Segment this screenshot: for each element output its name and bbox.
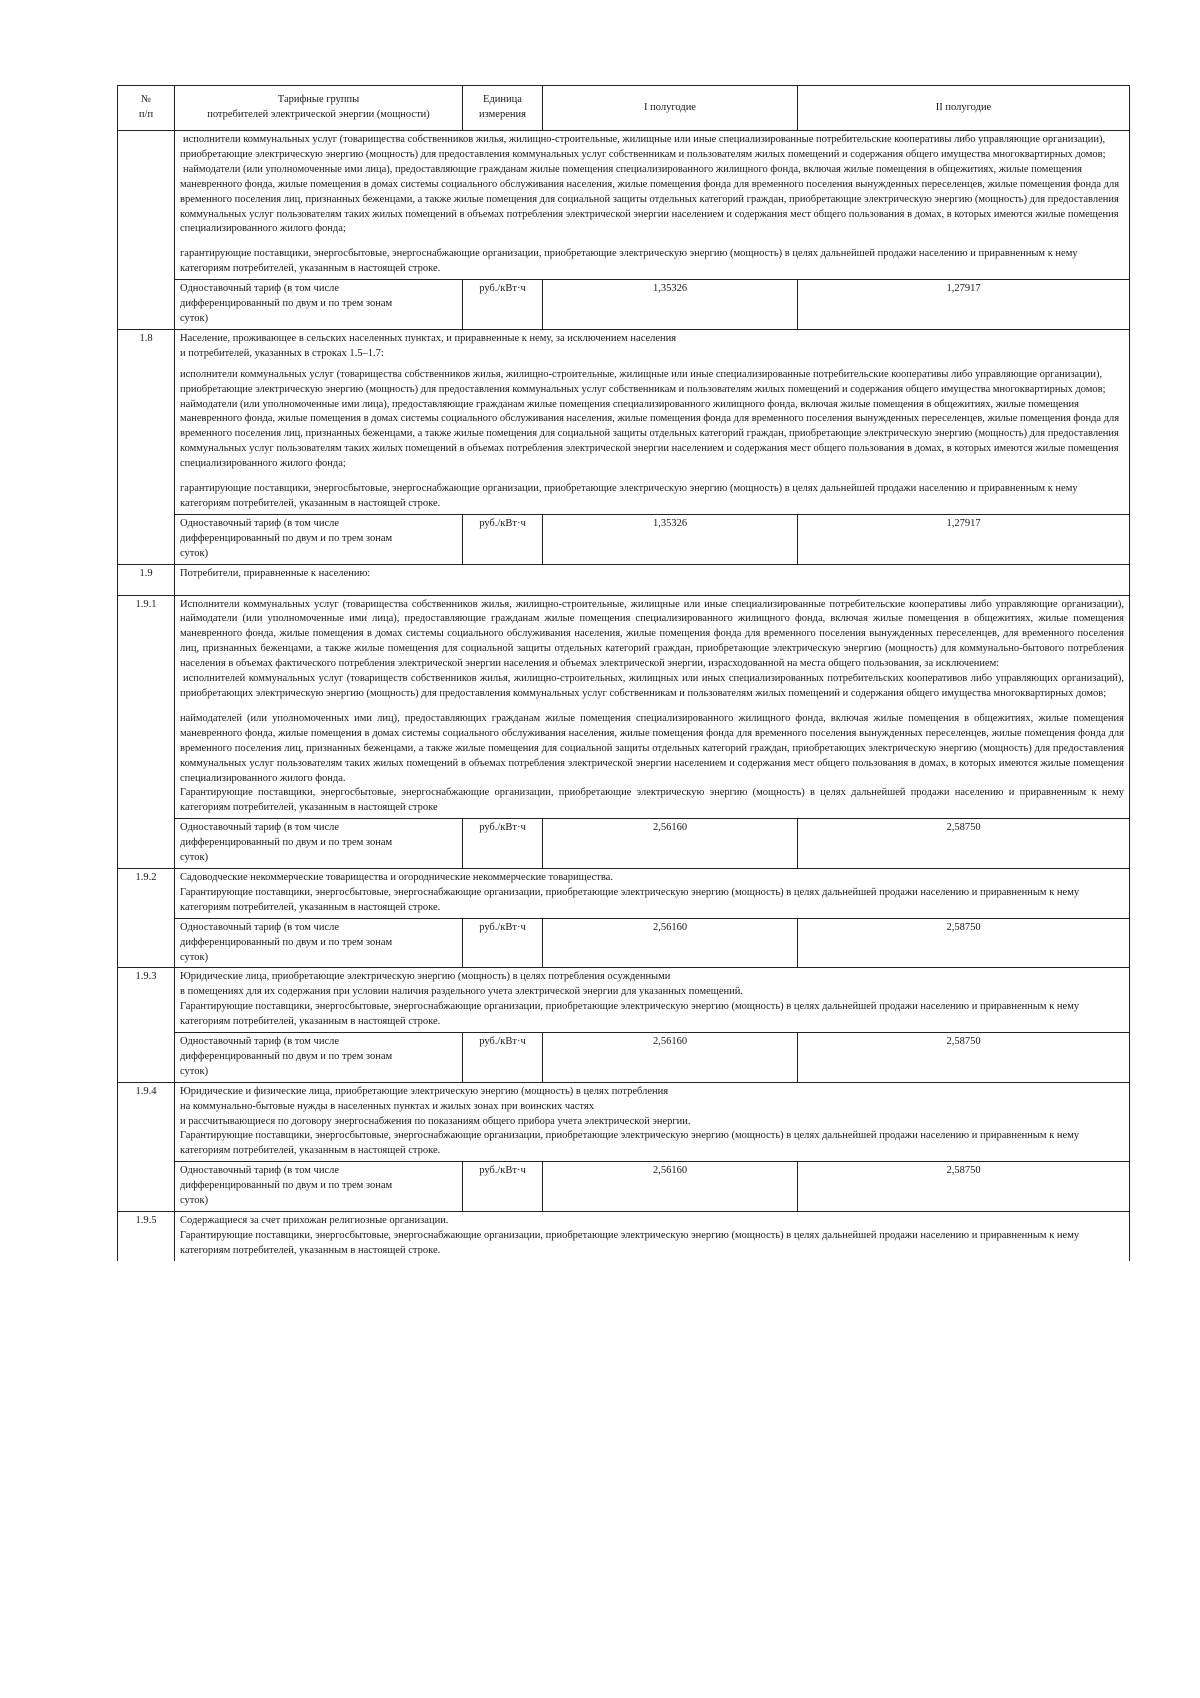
paragraph: Гарантирующие поставщики, энергосбытовые, энергоснабжающие организации, приобретающие электрическую энергию (мощность) в целях дальнейшей продажи населению и приравненным к нему категориям потребителей, указанным в настоящей строке. [180,886,1080,913]
paragraph: гарантирующие поставщики, энергосбытовые, энергоснабжающие организации, приобретающие электрическую энергию (мощность) в целях дальнейшей продажи населению и приравненным к нему категориям потребителей, указанным в настоящей строке. [180,483,1078,509]
row-description [175,595,1130,819]
table-row [118,595,1130,819]
table-row [118,329,1130,514]
section-title: Потребители, приравненные к населению: [180,567,371,579]
value-h2: 1,27917 [798,514,1130,564]
value-h1: 1,35326 [543,280,798,330]
row-description [175,968,1130,1033]
value-h2: 2,58750 [798,918,1130,968]
tariff-name: Одноставочный тариф (в том числе дифференцированный по двум и по трем зонам суток) [175,1033,463,1083]
row-number: 1.9 [118,564,175,595]
value-h1: 2,56160 [543,918,798,968]
header-h2: II полугодие [798,86,1130,131]
paragraph: Гарантирующие поставщики, энергосбытовые, энергоснабжающие организации, приобретающие электрическую энергию (мощность) в целях дальнейшей продажи населению и приравненным к нему категориям потребителей, указанным в настоящей строке. [180,1229,1080,1256]
table-row [118,968,1130,1033]
row-number: 1.9.4 [118,1082,175,1211]
paragraph: Гарантирующие поставщики, энергосбытовые, энергоснабжающие организации, приобретающие электрическую энергию (мощность) в целях дальнейшей продажи населению и приравненным к нему категориям потребителей, указанным в настоящей строке [180,787,1124,814]
table-row [118,564,1130,595]
value-h1: 2,56160 [543,1033,798,1083]
tariff-row [118,514,1130,564]
tariff-row [118,1162,1130,1212]
paragraph: исполнители коммунальных услуг (товарищества собственников жилья, жилищно-строительные, жилищные или иные специализированные потребительские кооперативы либо управляющие организации), приобретающие электрическую энергию (мощность) для предоставления коммунальных услуг собственникам и пользователям жилых помещений и содержания общего имущества многоквартирных домов; [180,134,1106,160]
row-number: 1.9.1 [118,595,175,868]
section-title: Садоводческие некоммерческие товарищества и огороднические некоммерческие товарищества. [180,871,613,883]
row-number: 1.8 [118,329,175,564]
tariff-unit: руб./кВт·ч [463,918,543,968]
value-h2: 2,58750 [798,1162,1130,1212]
value-h2: 1,27917 [798,280,1130,330]
row-description [175,564,1130,595]
tariff-row [118,280,1130,330]
tariff-unit: руб./кВт·ч [463,1033,543,1083]
paragraph: наймодатели (или уполномоченные ими лица), предоставляющие гражданам жилые помещения специализированного жилищного фонда, включая жилые помещения в общежитиях, жилые помещения маневренного фонда, жилые помещения в домах системы социального обслуживания населения, жилые помещения фонда для временного поселения вынужденных переселенцев, жилые помещения фонда для временного поселения лиц, признанных беженцами, а также жилые помещения для социальной защиты отдельных категорий граждан, приобретающие электрическую энергию (мощность) для предоставления коммунальных услуг пользователям таких жилых помещений в объемах потребления электрической энергии населением и содержания мест общего пользования в домах, в которых имеются жилые помещения специализированного жилого фонда; [180,163,1120,235]
value-h1: 2,56160 [543,819,798,869]
paragraph: исполнителей коммунальных услуг (товариществ собственников жилья, жилищно-строительных, жилищных или иных специализированных потребительских кооперативов либо управляющих организаций), приобретающих электрическую энергию (мощность) для предоставления коммунальных услуг собственникам и пользователям жилых помещений и содержания общего имущества многоквартирных домов; [180,673,1124,699]
header-num: № п/п [118,86,175,131]
section-title: Население, проживающее в сельских населенных пунктах, и приравненные к нему, за исключением населения и потребителей, указанных в строках 1.5–1.7: [180,332,677,359]
section-title: Юридические и физические лица, приобретающие электрическую энергию (мощность) в целях потребления на коммунально-бытовые нужды в населенных пунктах и жилых зонах при воинских частях и рассчитывающиеся по договору энергоснабжения по показаниям общего прибора учета электрической энергии. [180,1085,691,1127]
row-number: 1.9.3 [118,968,175,1082]
section-title: Содержащиеся за счет прихожан религиозные организации. [180,1215,449,1226]
table-row [118,1082,1130,1162]
paragraph: Гарантирующие поставщики, энергосбытовые, энергоснабжающие организации, приобретающие электрическую энергию (мощность) в целях дальнейшей продажи населению и приравненным к нему категориям потребителей, указанным в настоящей строке. [180,1130,1080,1157]
value-h1: 1,35326 [543,514,798,564]
tariff-table [117,85,1130,1261]
table-row [118,1212,1130,1261]
tariff-row [118,918,1130,968]
paragraph: наймодателей (или уполномоченных ими лиц), предоставляющих гражданам жилые помещения специализированного жилищного фонда, включая жилые помещения в общежитиях, жилые помещения маневренного фонда, жилые помещения в домах системы социального обслуживания населения, жилые помещения фонда для временного поселения вынужденных переселенцев, жилые помещения фонда для временного поселения лиц, признанных беженцами, а также жилые помещения для социальной защиты отдельных категорий граждан, приобретающих электрическую энергию (мощность) для предоставления коммунальных услуг пользователям таких жилых помещений в объемах потребления электрической энергии населением и содержания мест общего пользования в домах, в которых имеются жилые помещения специализированного жилого фонда. [180,712,1124,784]
paragraph: Гарантирующие поставщики, энергосбытовые, энергоснабжающие организации, приобретающие электрическую энергию (мощность) в целях дальнейшей продажи населению и приравненным к нему категориям потребителей, указанным в настоящей строке. [180,1001,1080,1028]
section-title: Юридические лица, приобретающие электрическую энергию (мощность) в целях потребления осужденными в помещениях для их содержания при условии наличия раздельного учета электрической энергии для указанных помещений. [180,971,744,998]
tariff-row [118,819,1130,869]
paragraph: Исполнители коммунальных услуг (товарищества собственников жилья, жилищно-строительные, жилищные или иные специализированные потребительские кооперативы либо управляющие организации), наймодатели (или уполномоченные ими лица), предоставляющие гражданам жилые помещения специализированного жилищного фонда, включая жилые помещения в общежитиях, жилые помещения маневренного фонда, жилые помещения в домах системы социального обслуживания населения, жилые помещения фонда для временного поселения вынужденных переселенцев, для временного поселения лиц, признанных беженцами, а также жилые помещения для социальной защиты отдельных категорий граждан, приобретающие электрическую энергию (мощность) для коммунально-бытового потребления населения в объемах фактического потребления электрической энергии населения и объемах электрической энергии, израсходованной на места общего пользования, за исключением: [180,598,1124,670]
header-unit: Единица измерения [463,86,543,131]
row-number: 1.9.2 [118,868,175,967]
table-row [118,868,1130,918]
tariff-unit: руб./кВт·ч [463,819,543,869]
value-h2: 2,58750 [798,1033,1130,1083]
row-description [175,1212,1130,1261]
row-description [175,1082,1130,1162]
value-h1: 2,56160 [543,1162,798,1212]
tariff-name: Одноставочный тариф (в том числе дифференцированный по двум и по трем зонам суток) [175,819,463,869]
row-description [175,868,1130,918]
paragraph: гарантирующие поставщики, энергосбытовые, энергоснабжающие организации, приобретающие электрическую энергию (мощность) в целях дальнейшей продажи населению и приравненным к нему категориям потребителей, указанным в настоящей строке. [180,248,1078,275]
header-h1: I полугодие [543,86,798,131]
tariff-row [118,1033,1130,1083]
row-number: 1.9.5 [118,1212,175,1261]
table-row [118,131,1130,280]
header-row [118,86,1130,131]
header-group: Тарифные группы потребителей электрической энергии (мощности) [175,86,463,131]
row-description [175,131,1130,280]
tariff-name: Одноставочный тариф (в том числе дифференцированный по двум и по трем зонам суток) [175,1162,463,1212]
tariff-name: Одноставочный тариф (в том числе дифференцированный по двум и по трем зонам суток) [175,918,463,968]
tariff-unit: руб./кВт·ч [463,1162,543,1212]
row-description [175,329,1130,514]
paragraph: наймодатели (или уполномоченные ими лица), предоставляющие гражданам жилые помещения специализированного жилищного фонда, включая жилые помещения в общежитиях, жилые помещения маневренного фонда, жилые помещения в домах системы социального обслуживания населения, жилые помещения фонда для временного поселения вынужденных переселенцев, жилые помещения фонда для временного поселения лиц, признанных беженцами, а также жилые помещения для социальной защиты отдельных категорий граждан, приобретающие электрическую энергию (мощность) для предоставления коммунальных услуг пользователям таких жилых помещений в объемах потребления электрической энергии населением и содержания мест общего пользования в домах, в которых имеются жилые помещения специализированного жилого фонда; [180,398,1120,470]
value-h2: 2,58750 [798,819,1130,869]
row-number [118,131,175,330]
tariff-unit: руб./кВт·ч [463,280,543,330]
tariff-name: Одноставочный тариф (в том числе дифференцированный по двум и по трем зонам суток) [175,280,463,330]
tariff-name: Одноставочный тариф (в том числе дифференцированный по двум и по трем зонам суток) [175,514,463,564]
tariff-unit: руб./кВт·ч [463,514,543,564]
paragraph: исполнители коммунальных услуг (товарищества собственников жилья, жилищно-строительные, жилищные или иные специализированные потребительские кооперативы либо управляющие организации), приобретающие электрическую энергию (мощность) для предоставления коммунальных услуг собственникам и пользователям жилых помещений и содержания общего имущества многоквартирных домов; [180,368,1106,395]
